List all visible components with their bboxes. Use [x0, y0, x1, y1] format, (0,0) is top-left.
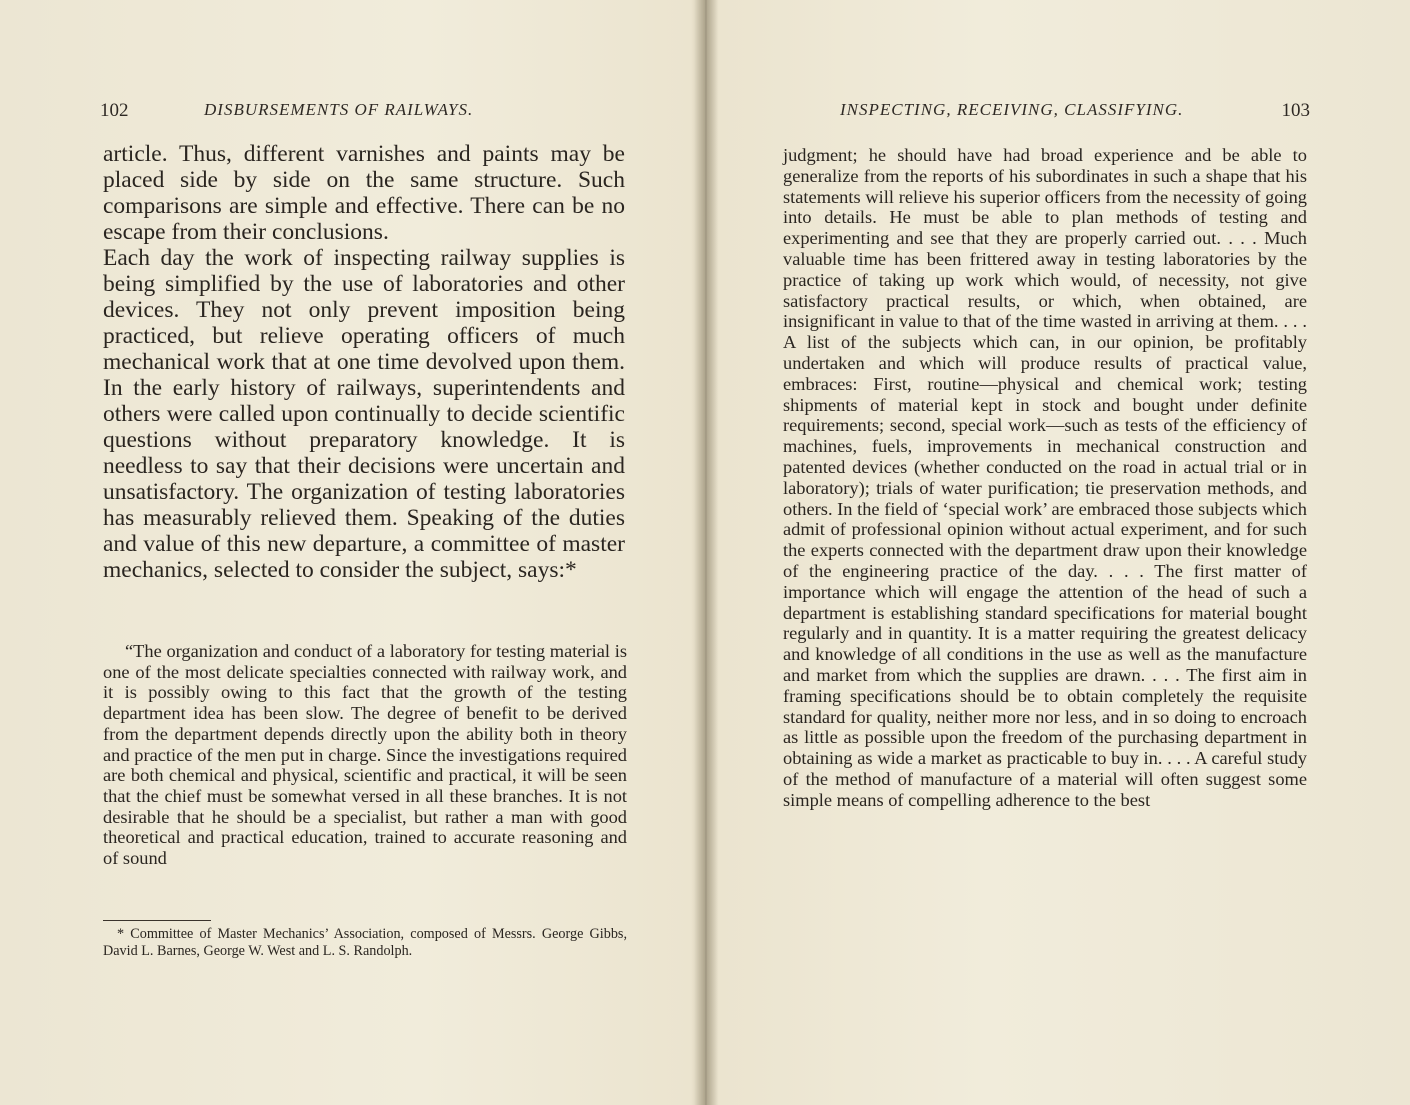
- quotation-text: judgment; he should have had broad experience and be able to generalize from the reports of his subordinates in such a shape that his statements will relieve his superior officers from the necessity of going into details. He must be able to plan methods of testing and experimenting and see that they are properly carried out. . . . Much valuable time has been frittered away in testing laboratories by the practice of taking up work which would, of necessity, not give satisfactory practical results, or which, when obtained, are insignificant in value to that of the time wasted in arriving at them. . . . A list of the subjects which can, in our opinion, be profitably undertaken and which will produce results of practical value, embraces: First, routine—physical and chemical work; testing shipments of material kept in stock and bought under definite requirements; second, special work—such as tests of the efficiency of machines, fuels, improvements in mechanical construction and patented devices (whether conducted on the road in actual trial or in laboratory); trials of water purification; tie preservation methods, and others. In the field of ‘special work’ are embraced those subjects which admit of professional opinion without actual experiment, and for such the experts connected with the department draw upon their knowledge of the engineering practice of the day. . . . The first matter of importance which will engage the attention of the head of such a department is establishing standard specifications for material bought regularly and in quantity. It is a matter requiring the greatest delicacy and knowledge of all conditions in the use as well as the manufacture and market from which the supplies are drawn. . . . The first aim in framing specifications should be to obtain completely the requisite standard for quality, neither more nor less, and in so doing to encroach as little as possible upon the freedom of the purchasing department in obtaining as wide a market as practicable to buy in. . . . A careful study of the method of manufacture of a material will often suggest some simple means of compelling adherence to the best: [783, 145, 1307, 810]
- left-quotation: [103, 641, 627, 869]
- right-page-number: 103: [1281, 100, 1310, 121]
- left-body-text: [103, 141, 625, 583]
- quotation-text: “The organization and conduct of a laboratory for testing material is one of the most delicate specialties connected with railway work, and it is possibly owing to this fact that the growth of the testing department idea has been slow. The degree of benefit to be derived from the department depends directly upon the ability both in theory and practice of the men put in charge. Since the investigations required are both chemical and physical, scientific and practical, it will be seen that the chief must be somewhat versed in all these branches. It is not desirable that he should be a specialist, but rather a man with good theoretical and practical education, trained to accurate reasoning and of sound: [103, 641, 627, 869]
- footnote: [103, 926, 627, 961]
- paragraph: article. Thus, different varnishes and paints may be placed side by side on the same structure. Such comparisons are simple and effective. There can be no escape from their conclusions.: [103, 141, 625, 245]
- paragraph: Each day the work of inspecting railway supplies is being simplified by the use of laboratories and other devices. They not only prevent imposition being practiced, but relieve operating officers of much mechanical work that at one time devolved upon them. In the early history of railways, superintendents and others were called upon continually to decide scientific questions without preparatory knowledge. It is needless to say that their decisions were uncertain and unsatisfactory. The organization of testing laboratories has measurably relieved them. Speaking of the duties and value of this new departure, a committee of master mechanics, selected to consider the subject, says:*: [103, 245, 625, 583]
- right-page: [710, 0, 1410, 1105]
- right-quotation: [783, 145, 1307, 811]
- left-page: [0, 0, 700, 1105]
- right-running-title: INSPECTING, RECEIVING, CLASSIFYING.: [840, 100, 1184, 119]
- left-running-title: DISBURSEMENTS OF RAILWAYS.: [204, 100, 474, 119]
- footnote-text: * Committee of Master Mechanics’ Association, composed of Messrs. George Gibbs, David L. Barnes, George W. West and L. S. Randolph.: [103, 926, 627, 960]
- left-page-number: 102: [100, 100, 129, 121]
- footnote-rule: [103, 920, 211, 921]
- right-running-head: [840, 98, 1310, 126]
- left-running-head: [100, 98, 630, 126]
